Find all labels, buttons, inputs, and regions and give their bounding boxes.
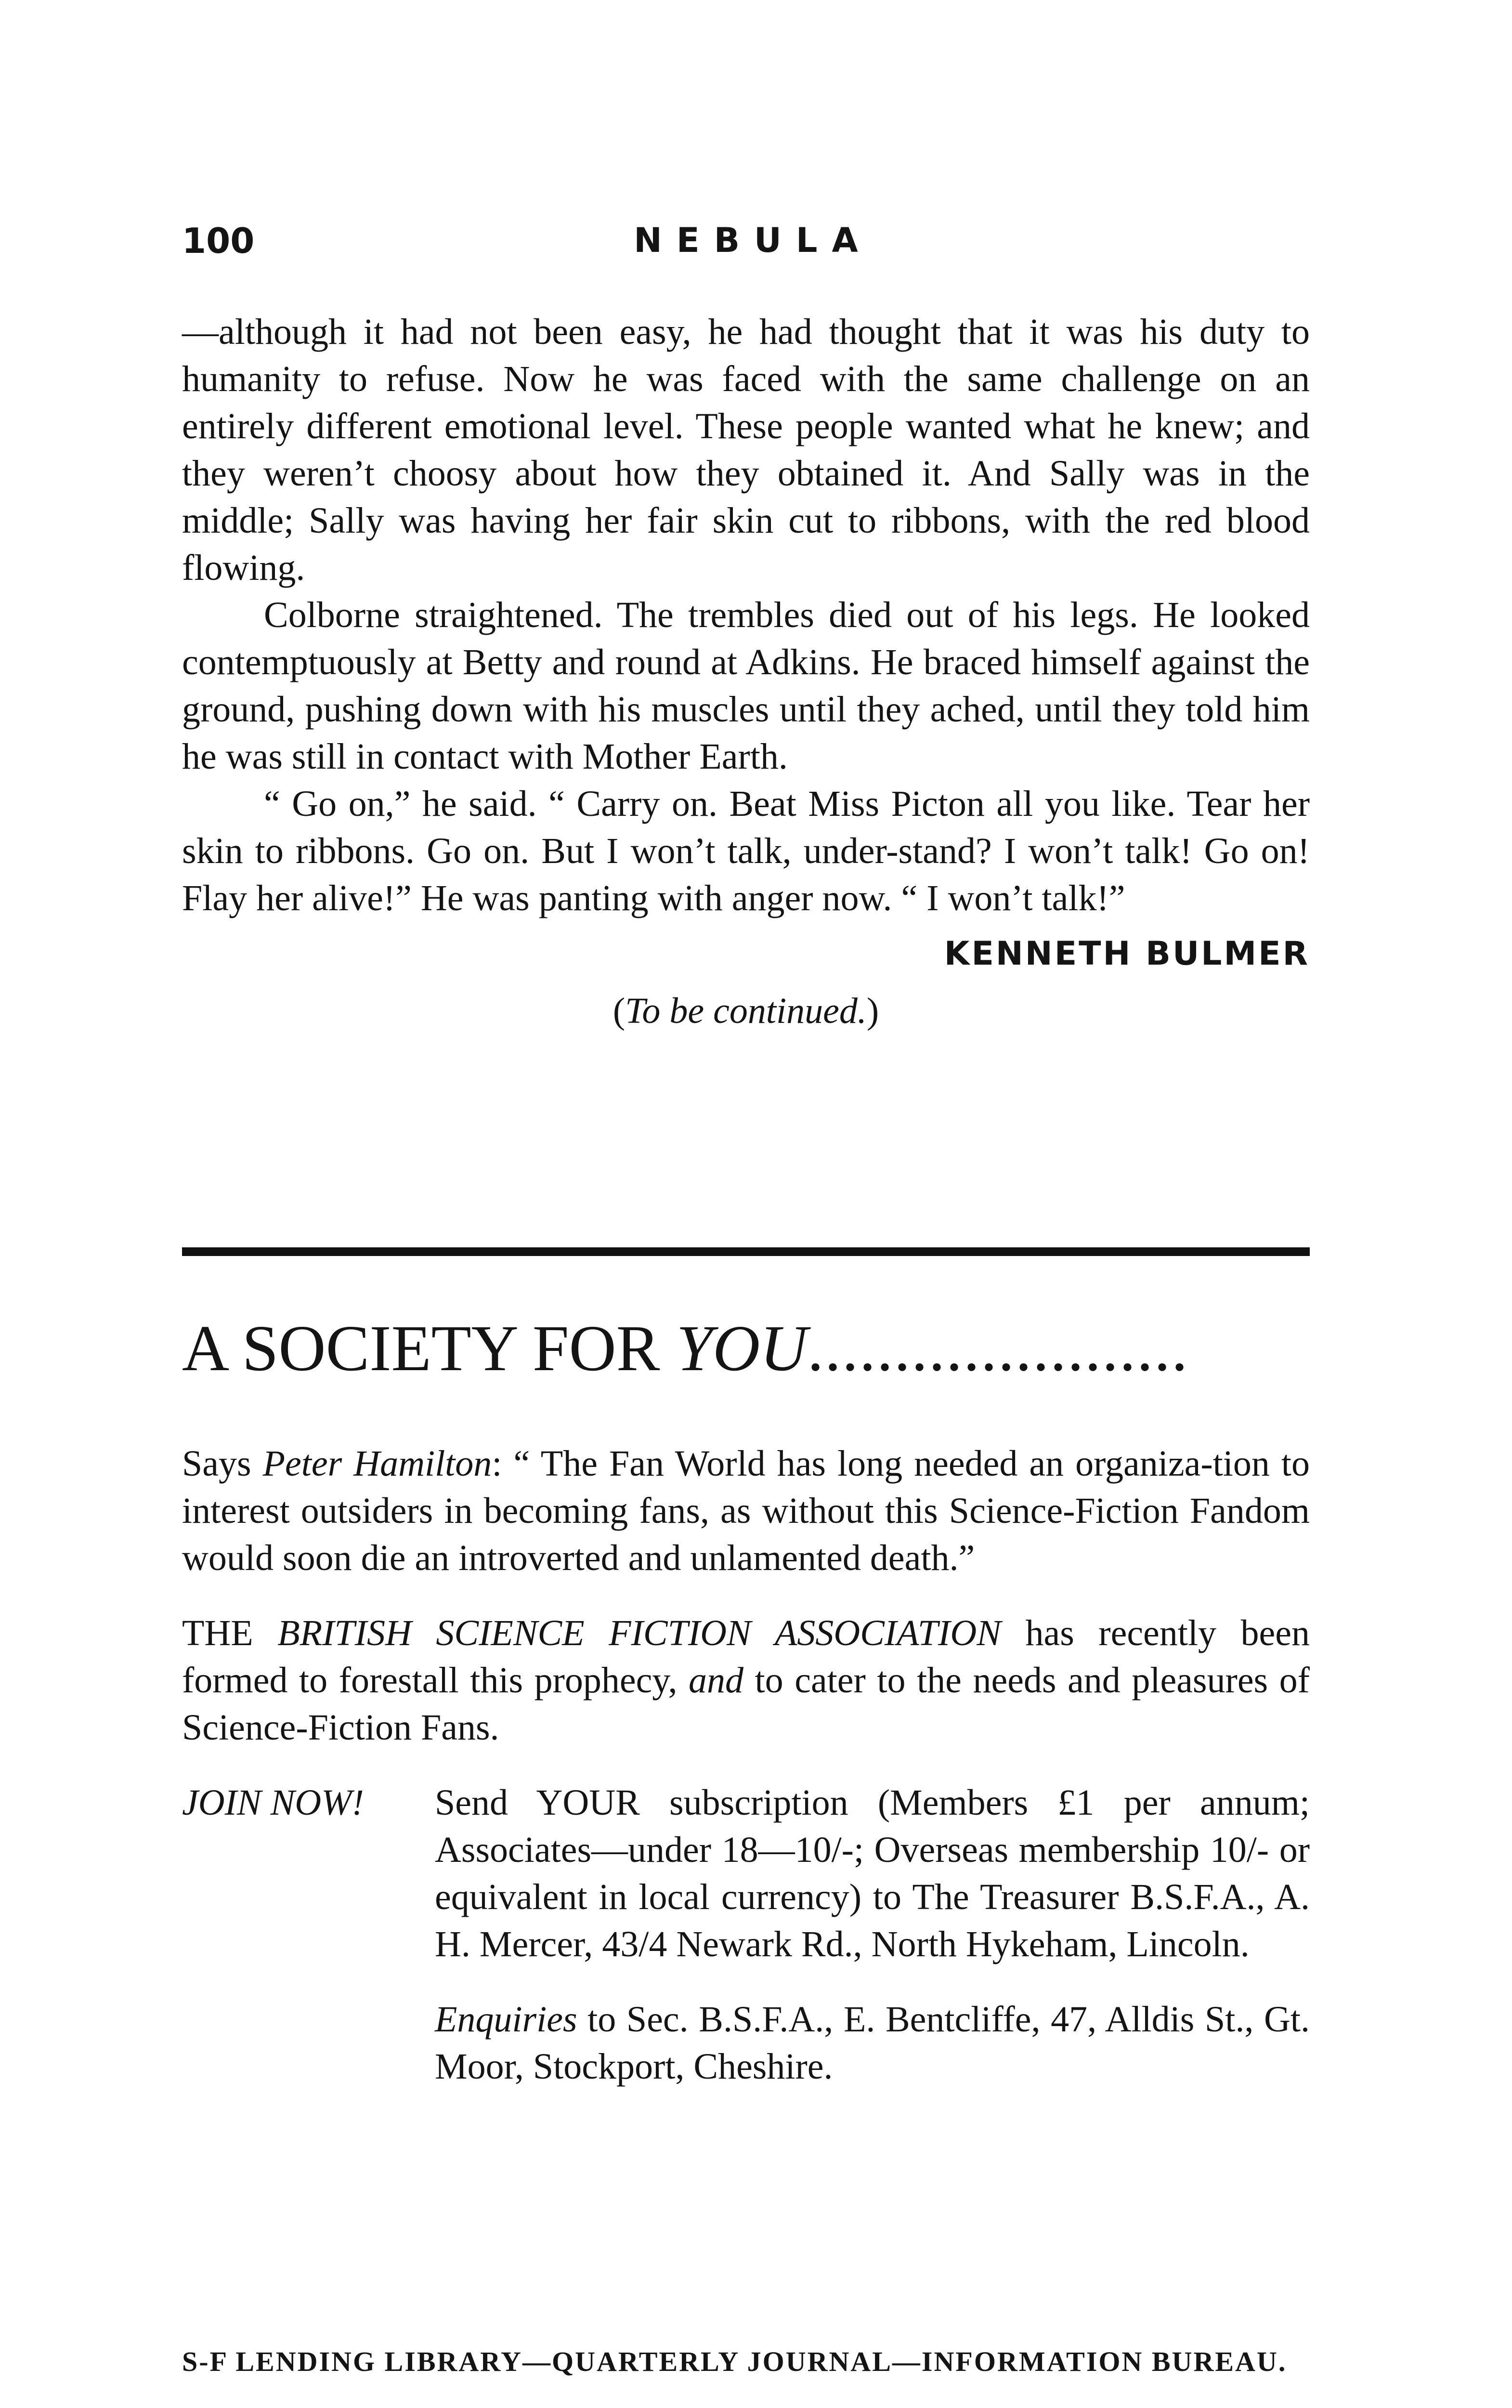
story-paragraph-2: Colborne straightened. The trembles died out of his legs. He looked contemptuously at Betty and round at Adkins. He braced himself against the ground, pushing down with his muscles until they ached, until they told him he was still in contact with Mother Earth.: [182, 595, 1310, 777]
paren-open: (: [613, 991, 626, 1031]
assoc-text-1: has recently been formed to forestall this prophecy,: [182, 1613, 1310, 1701]
story-paragraph-3: “ Go on,” he said. “ Carry on. Beat Miss Picton all you like. Tear her skin to ribbons. Go on. But I won’t talk, under-stand? I won’t talk! Go on! Flay her alive!” He was panting with anger now. “ I won’t talk!”: [182, 784, 1310, 918]
ad-headline-prefix: A SOCIETY FOR: [182, 1312, 677, 1385]
section-divider: [182, 1247, 1310, 1256]
continued-text: To be continued.: [625, 991, 867, 1031]
quote-lead: Says: [182, 1443, 263, 1484]
association-paragraph: [182, 1610, 1310, 1751]
paren-close: ): [866, 991, 879, 1031]
enquiries-text: to Sec. B.S.F.A., E. Bentcliffe, 47, Alldis St., Gt. Moor, Stockport, Cheshire.: [435, 1999, 1310, 2087]
join-now-label: JOIN NOW!: [182, 1782, 364, 1823]
subscription-details: Send YOUR subscription (Members £1 per annum; Associates—under 18—10/-; Overseas membership 10/- or equivalent in local currency) to The Treasurer B.S.F.A., A. H. Mercer, 43/4 Newark Rd., North Hykeham, Lincoln.: [435, 1782, 1310, 1964]
hamilton-quote: [182, 1440, 1310, 1582]
enquiries-details: [435, 1996, 1310, 2090]
running-title: NEBULA: [634, 221, 873, 260]
assoc-text-2: to cater to the needs and pleasures of Science-Fiction Fans.: [182, 1660, 1310, 1748]
quote-author: Peter Hamilton: [262, 1443, 492, 1484]
story-paragraph-1: —although it had not been easy, he had thought that it was his duty to humanity to refuse. Now he was faced with the same challenge on an entirely different emotional level. These people wanted what he knew; and they weren’t choosy about how they obtained it. And Sally was in the middle; Sally was having her fair skin cut to ribbons, with the red blood flowing.: [182, 312, 1310, 588]
author-byline: KENNETH BULMER: [944, 935, 1310, 973]
page-header: [182, 221, 1310, 278]
ad-headline: [182, 1310, 1310, 1387]
page-number: 100: [182, 221, 255, 261]
join-section: [182, 1779, 1310, 2090]
society-advertisement: [182, 1440, 1310, 2090]
quote-text: : “ The Fan World has long needed an organiza-tion to interest outsiders in becoming fans, as without this Science-Fiction Fandom would soon die an introverted and unlamented death.”: [182, 1443, 1310, 1578]
assoc-and: and: [689, 1660, 743, 1701]
to-be-continued-note: [182, 987, 1310, 1034]
ad-headline-dots: ......................: [807, 1312, 1189, 1385]
story-text: [182, 308, 1310, 1034]
ad-headline-emphasis: YOU: [676, 1312, 808, 1385]
services-footer: S-F LENDING LIBRARY—QUARTERLY JOURNAL—INFORMATION BUREAU.: [182, 2346, 1287, 2377]
assoc-lead: THE: [182, 1613, 278, 1653]
association-name: BRITISH SCIENCE FICTION ASSOCIATION: [277, 1613, 1001, 1653]
enquiries-label: Enquiries: [435, 1999, 577, 2040]
